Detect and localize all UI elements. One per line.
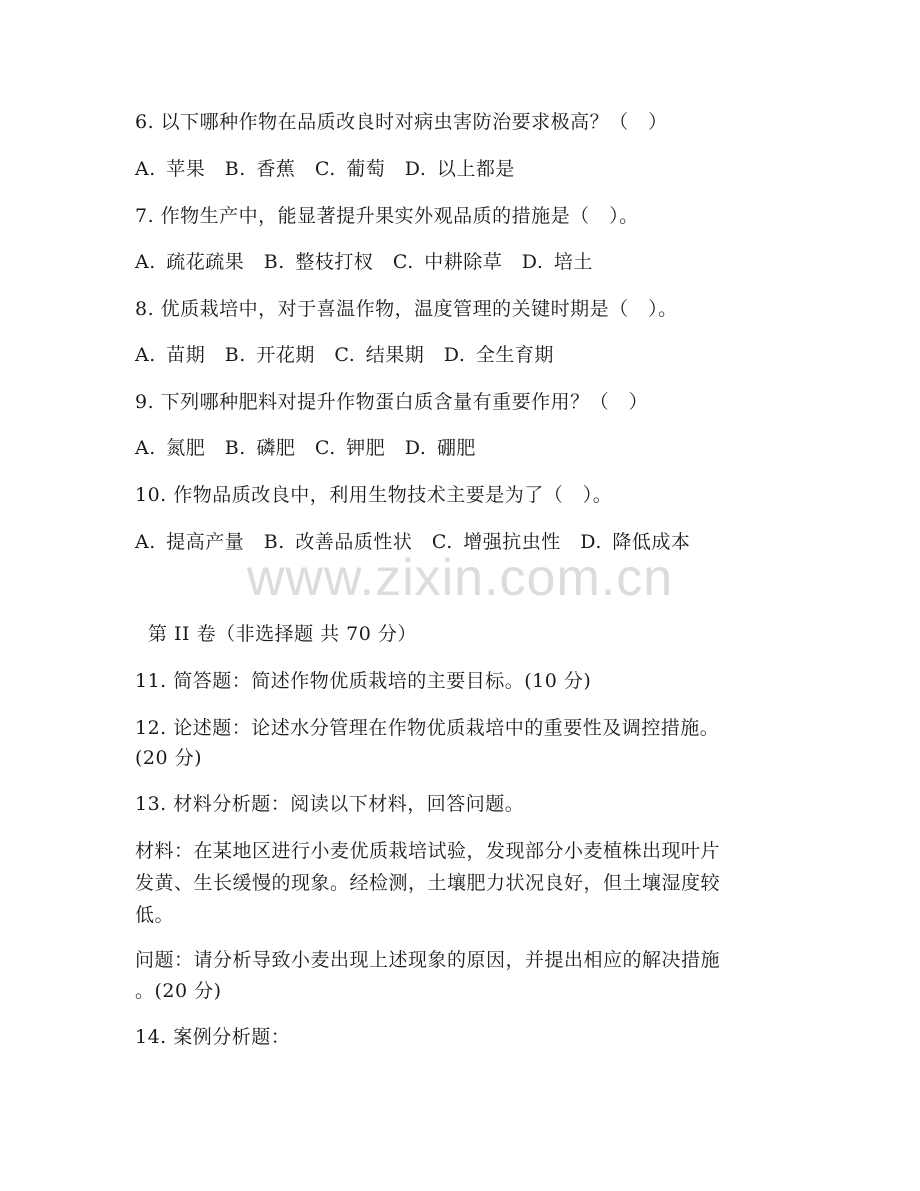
question-10-stem: 10. 作物品质改良中，利用生物技术主要是为了（ ）。 — [135, 484, 613, 506]
question-10-options: A. 提高产量 B. 改善品质性状 C. 增强抗虫性 D. 降低成本 — [135, 531, 691, 553]
question-13-question-line-1: 问题：请分析导致小麦出现上述现象的原因，并提出相应的解决措施 — [135, 949, 721, 971]
question-12-line-2: (20 分) — [135, 747, 203, 769]
question-8-stem: 8. 优质栽培中，对于喜温作物，温度管理的关键时期是（ ）。 — [135, 298, 678, 320]
question-13-stem: 13. 材料分析题：阅读以下材料，回答问题。 — [135, 793, 525, 815]
question-6-options: A. 苹果 B. 香蕉 C. 葡萄 D. 以上都是 — [135, 158, 515, 180]
question-8-options: A. 苗期 B. 开花期 C. 结果期 D. 全生育期 — [135, 344, 554, 366]
question-7-options: A. 疏花疏果 B. 整枝打杈 C. 中耕除草 D. 培土 — [135, 251, 593, 273]
question-14: 14. 案例分析题： — [135, 1026, 291, 1048]
question-7-stem: 7. 作物生产中，能显著提升果实外观品质的措施是（ ）。 — [135, 205, 639, 227]
question-13-material-line-2: 发黄、生长缓慢的现象。经检测，土壤肥力状况良好，但土壤湿度较 — [135, 872, 721, 894]
watermark: www.zixin.com.cn — [246, 549, 674, 607]
question-6-stem: 6. 以下哪种作物在品质改良时对病虫害防治要求极高？（ ） — [135, 111, 668, 133]
question-11: 11. 简答题：简述作物优质栽培的主要目标。(10 分) — [135, 670, 592, 692]
question-9-options: A. 氮肥 B. 磷肥 C. 钾肥 D. 硼肥 — [135, 437, 476, 459]
question-13-material-line-1: 材料：在某地区进行小麦优质栽培试验，发现部分小麦植株出现叶片 — [135, 840, 721, 862]
section-ii-title: 第 II 卷（非选择题 共 70 分） — [148, 623, 417, 645]
question-9-stem: 9. 下列哪种肥料对提升作物蛋白质含量有重要作用？（ ） — [135, 391, 649, 413]
question-13-question-line-2: 。(20 分) — [135, 980, 222, 1002]
question-12-line-1: 12. 论述题：论述水分管理在作物优质栽培中的重要性及调控措施。 — [135, 717, 720, 739]
question-13-material-line-3: 低。 — [135, 904, 175, 926]
